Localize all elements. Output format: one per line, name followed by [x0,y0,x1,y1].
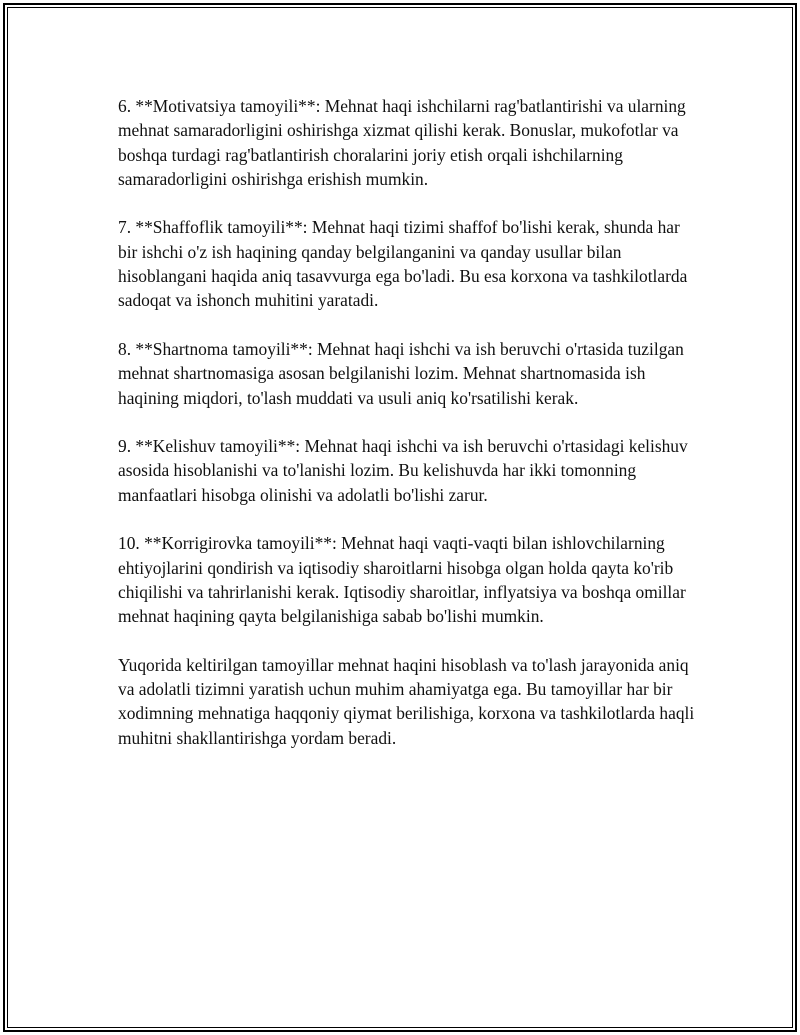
paragraph-korrigirovka: 10. **Korrigirovka tamoyili**: Mehnat haqi vaqti-vaqti bilan ishlovchilarning ehtiyojlarini qondirish va iqtisodiy sharoitlarni hisobga olgan holda qayta ko'rib chiqilishi va tahrirlanishi kerak. Iqtisodiy sharoitlar, inflyatsiya va boshqa omillar mehnat haqining qayta belgilanishiga sabab bo'lishi mumkin. [118,533,686,627]
document-body [118,94,698,774]
paragraph-shaffoflik: 7. **Shaffoflik tamoyili**: Mehnat haqi tizimi shaffof bo'lishi kerak, shunda har bir ishchi o'z ish haqining qanday belgilanganini va qanday usullar bilan hisoblangani haqida aniq tasavvurga ega bo'ladi. Bu esa korxona va tashkilotlarda sadoqat va ishonch muhitini yaratadi. [118,217,688,311]
paragraph-kelishuv: 9. **Kelishuv tamoyili**: Mehnat haqi ishchi va ish beruvchi o'rtasidagi kelishuv asosida hisoblanishi va to'lanishi lozim. Bu kelishuvda har ikki tomonning manfaatlari hisobga olinishi va adolatli bo'lishi zarur. [118,436,688,505]
paragraph-shartnoma: 8. **Shartnoma tamoyili**: Mehnat haqi ishchi va ish beruvchi o'rtasida tuzilgan mehnat shartnomasiga asosan belgilanishi lozim. Mehnat shartnomasida ish haqining miqdori, to'lash muddati va usuli aniq ko'rsatilishi kerak. [118,338,684,408]
paragraph-conclusion: Yuqorida keltirilgan tamoyillar mehnat haqini hisoblash va to'lash jarayonida aniq va adolatli tizimni yaratish uchun muhim ahamiyatga ega. Bu tamoyillar har bir xodimning mehnatiga haqqoniy qiymat berilishiga, korxona va tashkilotlarda haqli muhitni shakllantirishga yordam beradi. [118,654,695,748]
paragraph-motivatsiya: 6. **Motivatsiya tamoyili**: Mehnat haqi ishchilarni rag'batlantirishi va ularning mehnat samaradorligini oshirishga xizmat qilishi kerak. Bonuslar, mukofotlar va boshqa turdagi rag'batlantirish choralarini joriy etish orqali ishchilarning samaradorligini oshirishga erishish mumkin. [118,96,686,189]
